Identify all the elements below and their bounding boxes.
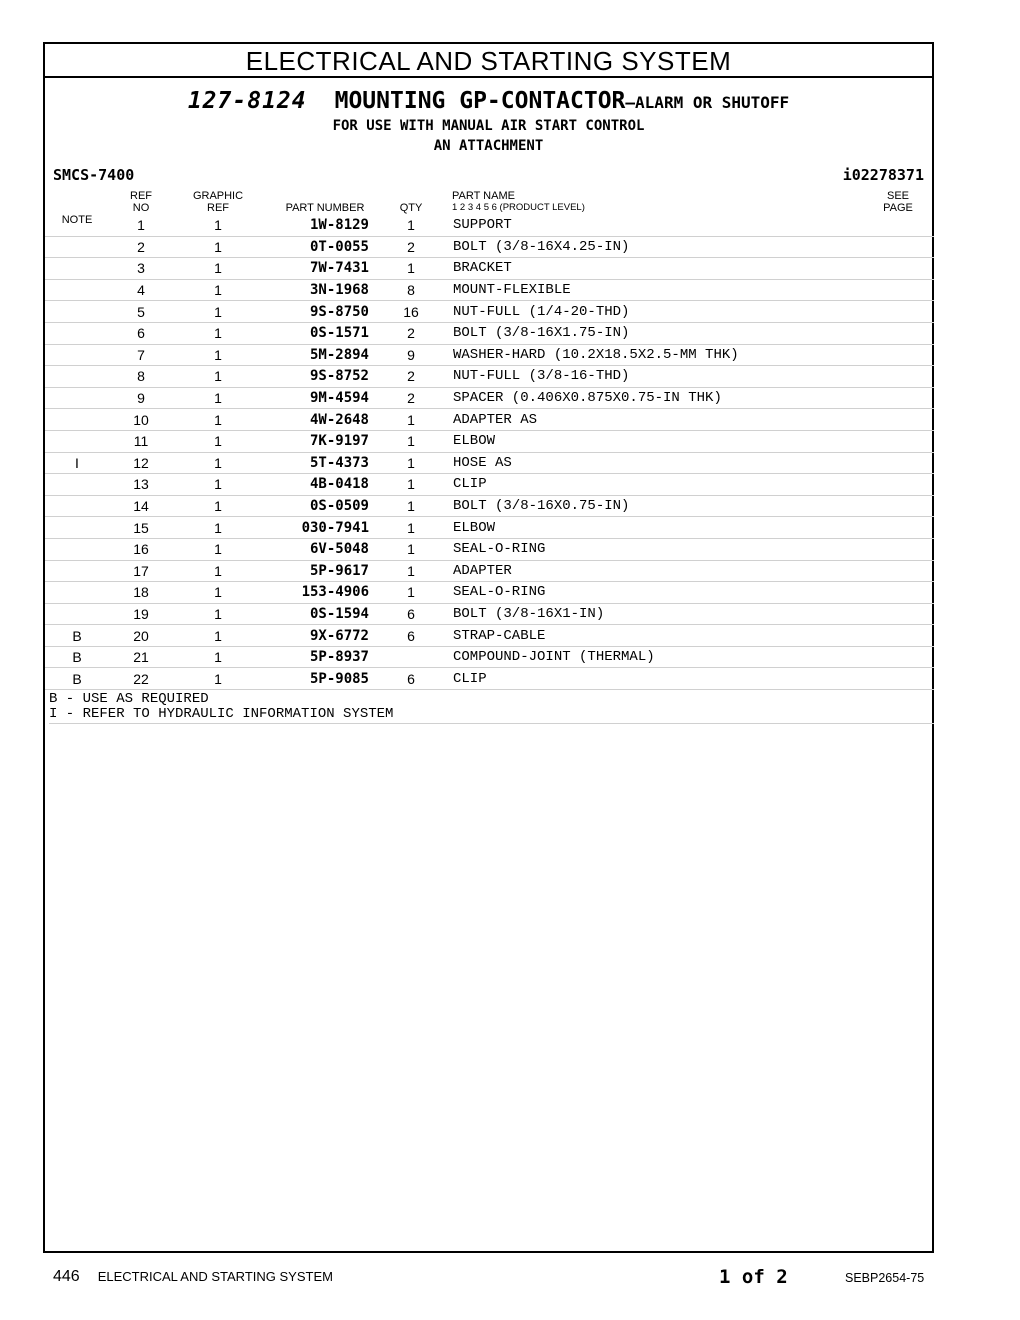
part-graphic-ref: 1 (173, 668, 263, 690)
table-row (45, 517, 934, 539)
part-see-page (874, 301, 934, 323)
part-graphic-ref: 1 (173, 560, 263, 582)
part-graphic-ref: 1 (173, 538, 263, 560)
header-see-bottom: PAGE (883, 202, 913, 214)
table-row (45, 236, 934, 258)
header-ref-no (121, 190, 161, 214)
header-product-levels: 1 2 3 4 5 6 (PRODUCT LEVEL) (452, 202, 585, 213)
part-qty: 2 (369, 366, 453, 388)
table-row (45, 430, 934, 452)
part-see-page (874, 646, 934, 668)
part-name: CLIP (453, 668, 874, 690)
part-qty: 9 (369, 344, 453, 366)
part-name: BOLT (3/8-16X1-IN) (453, 603, 874, 625)
footer-page-number: 446 (53, 1268, 80, 1285)
part-name: SPACER (0.406X0.875X0.75-IN THK) (453, 387, 874, 409)
part-ref-no: 16 (109, 538, 173, 560)
part-graphic-ref: 1 (173, 517, 263, 539)
part-name: HOSE AS (453, 452, 874, 474)
part-see-page (874, 668, 934, 690)
table-row (45, 452, 934, 474)
table-row (45, 344, 934, 366)
part-ref-no: 17 (109, 560, 173, 582)
table-row (45, 409, 934, 431)
part-note (45, 582, 109, 604)
part-note (45, 258, 109, 280)
part-note: I (45, 452, 109, 474)
part-ref-no: 2 (109, 236, 173, 258)
part-graphic-ref: 1 (173, 322, 263, 344)
part-ref-no: 22 (109, 668, 173, 690)
part-see-page (874, 603, 934, 625)
part-name: BOLT (3/8-16X4.25-IN) (453, 236, 874, 258)
part-qty: 1 (369, 474, 453, 496)
part-number: 0T-0055 (263, 236, 369, 258)
part-qty: 1 (369, 258, 453, 280)
part-see-page (874, 474, 934, 496)
part-name: SUPPORT (453, 215, 874, 236)
part-graphic-ref: 1 (173, 430, 263, 452)
header-graphic-top: GRAPHIC (192, 190, 244, 202)
part-note: B (45, 625, 109, 647)
part-name: BOLT (3/8-16X0.75-IN) (453, 495, 874, 517)
part-qty: 1 (369, 495, 453, 517)
part-name: ADAPTER (453, 560, 874, 582)
part-number: 5P-9085 (263, 668, 369, 690)
header-see-page (878, 190, 918, 214)
part-note (45, 322, 109, 344)
part-name: SEAL-O-RING (453, 582, 874, 604)
part-see-page (874, 409, 934, 431)
part-ref-no: 19 (109, 603, 173, 625)
table-row (45, 258, 934, 280)
footer-page-of: 1 of 2 (719, 1266, 788, 1288)
part-see-page (874, 625, 934, 647)
part-graphic-ref: 1 (173, 387, 263, 409)
part-number: 9S-8750 (263, 301, 369, 323)
header-see-top: SEE (886, 190, 909, 202)
part-number: 5M-2894 (263, 344, 369, 366)
part-ref-no: 21 (109, 646, 173, 668)
part-ref-no: 3 (109, 258, 173, 280)
part-number: 9M-4594 (263, 387, 369, 409)
part-note (45, 301, 109, 323)
part-see-page (874, 279, 934, 301)
part-number: 3N-1968 (263, 279, 369, 301)
part-note (45, 236, 109, 258)
group-subtitle-1: FOR USE WITH MANUAL AIR START CONTROL (332, 118, 645, 134)
part-qty: 1 (369, 452, 453, 474)
part-note (45, 279, 109, 301)
part-graphic-ref: 1 (173, 495, 263, 517)
part-number: 4B-0418 (263, 474, 369, 496)
header-graphic-bottom: REF (207, 202, 229, 214)
parts-table (45, 215, 934, 690)
part-graphic-ref: 1 (173, 215, 263, 236)
part-number: 7K-9197 (263, 430, 369, 452)
part-see-page (874, 344, 934, 366)
footer-left (53, 1268, 333, 1286)
part-number: 030-7941 (263, 517, 369, 539)
header-note-label: NOTE (61, 214, 93, 226)
part-note (45, 603, 109, 625)
part-qty: 1 (369, 409, 453, 431)
table-row (45, 301, 934, 323)
smcs-code: SMCS-7400 (53, 166, 135, 184)
part-name: SEAL-O-RING (453, 538, 874, 560)
part-qty: 6 (369, 625, 453, 647)
header-ref-top: REF (130, 190, 152, 202)
part-name: ELBOW (453, 517, 874, 539)
table-row (45, 538, 934, 560)
table-row (45, 603, 934, 625)
part-ref-no: 7 (109, 344, 173, 366)
part-qty: 2 (369, 322, 453, 344)
part-graphic-ref: 1 (173, 452, 263, 474)
part-qty: 1 (369, 215, 453, 236)
note-line: B - USE AS REQUIRED (49, 691, 209, 707)
part-note (45, 387, 109, 409)
part-qty: 2 (369, 236, 453, 258)
part-ref-no: 8 (109, 366, 173, 388)
part-graphic-ref: 1 (173, 279, 263, 301)
part-see-page (874, 430, 934, 452)
footer-section: ELECTRICAL AND STARTING SYSTEM (97, 1269, 333, 1284)
part-see-page (874, 322, 934, 344)
part-note (45, 517, 109, 539)
part-graphic-ref: 1 (173, 409, 263, 431)
group-number: 127-8124 (187, 88, 307, 114)
part-ref-no: 6 (109, 322, 173, 344)
part-name: BRACKET (453, 258, 874, 280)
part-qty: 1 (369, 517, 453, 539)
part-number: 9X-6772 (263, 625, 369, 647)
part-ref-no: 14 (109, 495, 173, 517)
part-qty: 1 (369, 430, 453, 452)
part-name: STRAP-CABLE (453, 625, 874, 647)
part-name: ADAPTER AS (453, 409, 874, 431)
part-see-page (874, 236, 934, 258)
header-part-name: PART NAME (452, 190, 515, 202)
header-ref-bottom: NO (132, 202, 150, 214)
part-ref-no: 9 (109, 387, 173, 409)
group-suffix: —ALARM OR SHUTOFF (625, 93, 790, 112)
part-number: 4W-2648 (263, 409, 369, 431)
part-name: COMPOUND-JOINT (THERMAL) (453, 646, 874, 668)
part-qty: 1 (369, 538, 453, 560)
part-qty: 1 (369, 582, 453, 604)
table-row (45, 387, 934, 409)
part-note (45, 495, 109, 517)
part-name: WASHER-HARD (10.2X18.5X2.5-MM THK) (453, 344, 874, 366)
part-number: 153-4906 (263, 582, 369, 604)
part-name: NUT-FULL (3/8-16-THD) (453, 366, 874, 388)
part-note (45, 366, 109, 388)
part-graphic-ref: 1 (173, 625, 263, 647)
part-ref-no: 4 (109, 279, 173, 301)
table-row (45, 560, 934, 582)
part-note: B (45, 668, 109, 690)
header-part-number: PART NUMBER (285, 202, 365, 214)
part-see-page (874, 215, 934, 236)
part-see-page (874, 387, 934, 409)
part-note (45, 474, 109, 496)
section-title: ELECTRICAL AND STARTING SYSTEM (45, 44, 932, 78)
part-name: ELBOW (453, 430, 874, 452)
part-see-page (874, 495, 934, 517)
part-ref-no: 11 (109, 430, 173, 452)
part-graphic-ref: 1 (173, 474, 263, 496)
part-graphic-ref: 1 (173, 258, 263, 280)
part-ref-no: 1 (109, 215, 173, 236)
table-row (45, 279, 934, 301)
part-see-page (874, 517, 934, 539)
table-row (45, 668, 934, 690)
part-number: 7W-7431 (263, 258, 369, 280)
page-frame (43, 42, 934, 1253)
part-qty: 16 (369, 301, 453, 323)
part-graphic-ref: 1 (173, 236, 263, 258)
part-number: 5P-9617 (263, 560, 369, 582)
table-row (45, 646, 934, 668)
part-qty: 2 (369, 387, 453, 409)
part-graphic-ref: 1 (173, 301, 263, 323)
part-number: 0S-1571 (263, 322, 369, 344)
part-number: 9S-8752 (263, 366, 369, 388)
part-note (45, 538, 109, 560)
part-graphic-ref: 1 (173, 646, 263, 668)
part-graphic-ref: 1 (173, 603, 263, 625)
part-graphic-ref: 1 (173, 344, 263, 366)
part-number: 0S-0509 (263, 495, 369, 517)
table-row (45, 366, 934, 388)
header-graphic-ref (188, 190, 248, 214)
part-name: MOUNT-FLEXIBLE (453, 279, 874, 301)
part-note (45, 560, 109, 582)
table-row (45, 474, 934, 496)
part-see-page (874, 560, 934, 582)
header-qty: QTY (399, 202, 423, 214)
part-name: CLIP (453, 474, 874, 496)
part-qty (369, 646, 453, 668)
notes-block (49, 692, 934, 724)
part-number: 5T-4373 (263, 452, 369, 474)
part-ref-no: 10 (109, 409, 173, 431)
part-ref-no: 20 (109, 625, 173, 647)
table-row (45, 582, 934, 604)
part-see-page (874, 258, 934, 280)
table-row (45, 322, 934, 344)
part-note (45, 215, 109, 236)
part-graphic-ref: 1 (173, 366, 263, 388)
table-row (45, 495, 934, 517)
part-number: 5P-8937 (263, 646, 369, 668)
part-ref-no: 15 (109, 517, 173, 539)
table-row (45, 215, 934, 236)
part-note: B (45, 646, 109, 668)
part-ref-no: 12 (109, 452, 173, 474)
part-number: 6V-5048 (263, 538, 369, 560)
part-see-page (874, 452, 934, 474)
part-ref-no: 13 (109, 474, 173, 496)
group-title (45, 88, 932, 114)
illustration-id: i02278371 (842, 166, 924, 184)
part-qty: 1 (369, 560, 453, 582)
group-name: MOUNTING GP-CONTACTOR (334, 88, 626, 114)
part-qty: 6 (369, 668, 453, 690)
footer-doc-id: SEBP2654-75 (845, 1271, 925, 1285)
part-qty: 6 (369, 603, 453, 625)
part-ref-no: 5 (109, 301, 173, 323)
part-number: 1W-8129 (263, 215, 369, 236)
part-ref-no: 18 (109, 582, 173, 604)
part-note (45, 409, 109, 431)
part-note (45, 344, 109, 366)
part-graphic-ref: 1 (173, 582, 263, 604)
part-name: BOLT (3/8-16X1.75-IN) (453, 322, 874, 344)
part-number: 0S-1594 (263, 603, 369, 625)
note-line: I - REFER TO HYDRAULIC INFORMATION SYSTEM (49, 706, 394, 722)
part-see-page (874, 538, 934, 560)
part-qty: 8 (369, 279, 453, 301)
part-see-page (874, 366, 934, 388)
table-row (45, 625, 934, 647)
part-note (45, 430, 109, 452)
part-see-page (874, 582, 934, 604)
part-name: NUT-FULL (1/4-20-THD) (453, 301, 874, 323)
group-subtitle-2: AN ATTACHMENT (433, 138, 544, 154)
